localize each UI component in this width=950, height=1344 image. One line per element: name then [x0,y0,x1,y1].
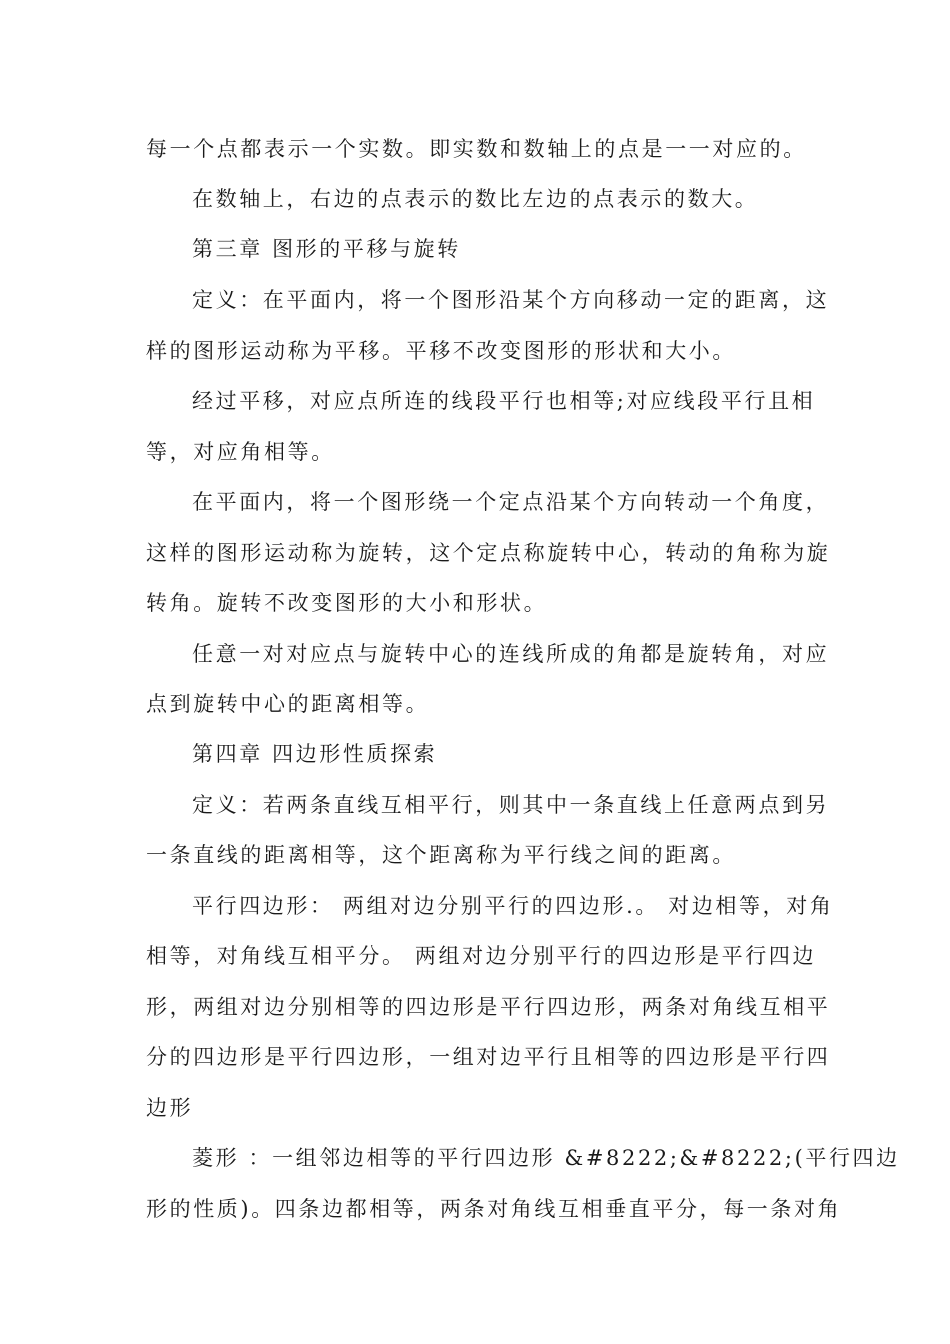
paragraph-line: 任意一对对应点与旋转中心的连线所成的角都是旋转角，对应 [192,642,830,666]
text-line: 样的图形运动称为平移。平移不改变图形的形状和大小。 [146,339,736,363]
chapter-heading: 第三章 图形的平移与旋转 [192,237,461,261]
text-line: 转角。旋转不改变图形的大小和形状。 [146,591,548,615]
text-line: 形的性质)。四条边都相等，两条对角线互相垂直平分，每一条对角 [146,1197,842,1221]
text-line: 每一个点都表示一个实数。即实数和数轴上的点是一一对应的。 [146,137,807,161]
text-line: 边形 [146,1096,194,1120]
text-line: 这样的图形运动称为旋转，这个定点称旋转中心，转动的角称为旋 [146,541,831,565]
chapter-heading: 第四章 四边形性质探索 [192,742,438,766]
paragraph-line: 菱形 ：一组邻边相等的平行四边形 &#8222;&#8222;(平行四边 [192,1146,900,1170]
text-line: 分的四边形是平行四边形，一组对边平行且相等的四边形是平行四 [146,1045,831,1069]
paragraph-line: 在平面内，将一个图形绕一个定点沿某个方向转动一个角度， [192,490,830,514]
paragraph-line: 定义：在平面内，将一个图形沿某个方向移动一定的距离，这 [192,288,830,312]
text-line: 等，对应角相等。 [146,440,335,464]
paragraph-line: 平行四边形： 两组对边分别平行的四边形.。 对边相等，对角 [192,894,834,918]
paragraph-line: 经过平移，对应点所连的线段平行也相等;对应线段平行且相 [192,389,816,413]
text-line: 形，两组对边分别相等的四边形是平行四边形，两条对角线互相平 [146,995,831,1019]
text-line: 点到旋转中心的距离相等。 [146,692,430,716]
paragraph-line: 定义：若两条直线互相平行，则其中一条直线上任意两点到另 [192,793,830,817]
text-line: 相等，对角线互相平分。 两组对边分别平行的四边形是平行四边 [146,944,817,968]
paragraph-line: 在数轴上，右边的点表示的数比左边的点表示的数大。 [192,187,759,211]
text-line: 一条直线的距离相等，这个距离称为平行线之间的距离。 [146,843,736,867]
